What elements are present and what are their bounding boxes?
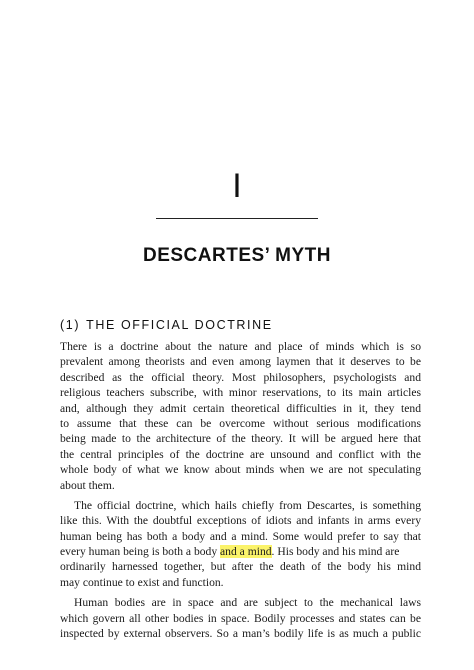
text-line: There is a doctrine about the nature and place of minds which is so <box>60 340 421 353</box>
text-line: the central principles of the doctrine are unsound and conflict with the <box>60 447 421 461</box>
text-line: inspected by external observers. So a man’s bodily life is as much a public <box>60 627 421 641</box>
text-line: like this. With the doubtful exceptions of idiots and infants in arms every <box>60 514 421 528</box>
chapter-number: I <box>232 167 242 205</box>
highlighted-text[interactable]: and a mind <box>220 545 272 559</box>
section-title: THE OFFICIAL DOCTRINE <box>86 318 273 332</box>
text-line: Human bodies are in space and are subject to the mechanical laws <box>74 596 421 610</box>
text-line: religious teachers subscribe, with minor reservations, to its main articles <box>60 386 421 400</box>
text-line: may continue to exist and function. <box>60 575 224 589</box>
chapter-title: DESCARTES’ MYTH <box>142 245 332 266</box>
body-text <box>60 339 421 641</box>
section-number: (1) <box>60 318 81 332</box>
text-line-highlighted <box>60 544 421 559</box>
text-line: described as the official theory. Most philosophers, psychologists and <box>60 370 421 384</box>
text-line: The official doctrine, which hails chiefly from Descartes, is something <box>74 498 421 512</box>
text-line: being made to the architecture of the theory. It will be argued here that <box>60 432 421 446</box>
text-line: human being has both a body and a mind. Some would prefer to say that <box>60 529 421 543</box>
text-line: to assume that these can be overcome without serious modifications <box>60 416 421 430</box>
text-fragment: . His body and his mind are <box>271 545 400 559</box>
text-line: ordinarily harnessed together, but after the death of the body his mind <box>60 560 421 574</box>
text-line: whole body of what we know about minds when we are not speculating <box>60 463 421 477</box>
text-line: which govern all other bodies in space. Bodily processes and states can be <box>60 611 421 625</box>
text-line: prevalent among theorists and even among laymen that it deserves to be <box>60 355 421 369</box>
text-line: and, although they admit certain theoretical difficulties in it, they tend <box>60 401 421 415</box>
chapter-divider <box>156 218 318 219</box>
text-line: about them. <box>60 478 115 492</box>
text-fragment: every human being is both a body <box>60 545 221 559</box>
section-heading <box>60 316 273 334</box>
